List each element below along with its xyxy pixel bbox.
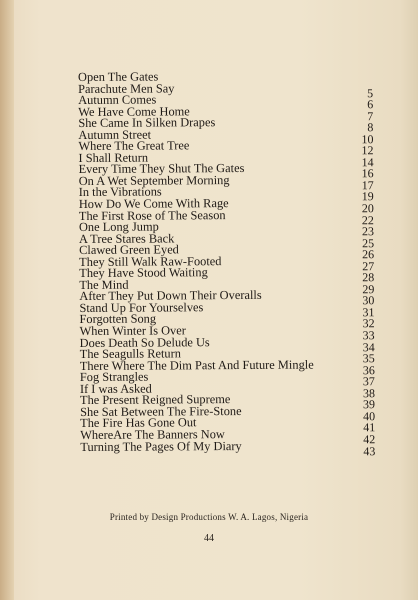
contents-page-number: 34 <box>362 339 375 354</box>
contents-page-number: 8 <box>367 120 374 135</box>
contents-title: WhereAre The Banners Now <box>80 427 225 442</box>
contents-page-number: 7 <box>367 108 374 123</box>
contents-title: The Present Reigned Supreme <box>79 392 231 408</box>
contents-page-number: 12 <box>361 143 374 158</box>
contents-page-number: 30 <box>362 293 375 308</box>
contents-page-number: 40 <box>363 409 376 424</box>
contents-page-number: 26 <box>362 247 375 262</box>
contents-title: Where The Great Tree <box>78 138 190 154</box>
contents-page-number: 31 <box>362 305 375 320</box>
contents-page-number: 23 <box>361 224 375 239</box>
contents-page-number: 37 <box>362 374 375 389</box>
contents-title: If I was Asked <box>79 381 152 396</box>
contents-page-number: 38 <box>362 385 376 401</box>
contents-page-number: 10 <box>361 131 374 147</box>
contents-title: Forgotten Song <box>79 312 157 327</box>
contents-page-number: 16 <box>361 166 374 181</box>
contents-title: When Winter Is Over <box>79 323 186 339</box>
contents-title: Turning The Pages Of My Diary <box>80 438 242 454</box>
contents-page-number: 39 <box>362 397 376 412</box>
contents-title: The Seagulls Return <box>79 346 181 362</box>
contents-title: In the Vibrations <box>78 184 162 200</box>
contents-page-number: 5 <box>367 85 374 100</box>
contents-page-number: 22 <box>361 212 374 227</box>
contents-page-number: 35 <box>362 351 375 366</box>
contents-title: After They Put Down Their Overalls <box>79 288 262 304</box>
contents-title: They Still Walk Raw-Footed <box>79 253 222 269</box>
contents-page-number: 29 <box>362 282 375 297</box>
contents-page-number: 43 <box>363 443 376 458</box>
table-of-contents <box>77 69 380 458</box>
contents-title: The First Rose of The Season <box>78 207 226 223</box>
contents-page-number: 6 <box>367 97 374 112</box>
contents-title: Fog Strangles <box>79 369 149 385</box>
contents-page-number: 25 <box>362 235 375 250</box>
contents-title: There Where The Dim Past And Future Mingle <box>79 357 314 373</box>
contents-title: Stand Up For Yourselves <box>79 300 204 315</box>
contents-page-number: 14 <box>361 155 374 170</box>
contents-title: Every Time They Shut The Gates <box>78 161 245 177</box>
contents-title: Clawed Green Eyed <box>79 242 179 258</box>
contents-title: She Came In Silken Drapes <box>78 115 216 131</box>
contents-page-number: 41 <box>363 420 376 435</box>
contents-title: A Tree Stares Back <box>78 231 175 246</box>
contents-title: Parachute Men Say <box>78 80 175 96</box>
contents-page-number: 33 <box>362 328 375 343</box>
contents-page-number: 20 <box>361 201 374 216</box>
contents-page-number: 32 <box>362 316 375 331</box>
contents-title: They Have Stood Waiting <box>79 265 208 281</box>
page-number: 44 <box>204 533 214 544</box>
contents-page-number: 19 <box>361 189 374 204</box>
contents-title: Autumn Street <box>78 127 152 142</box>
contents-page-number: 27 <box>362 258 375 274</box>
contents-title: Open The Gates <box>77 69 159 84</box>
contents-page-number: 28 <box>362 270 375 285</box>
contents-title: One Long Jump <box>78 219 159 235</box>
contents-title: Autumn Comes <box>78 92 157 108</box>
contents-title: The Mind <box>79 277 129 292</box>
contents-title: She Sat Between The Fire-Stone <box>80 403 242 419</box>
contents-page-number: 36 <box>362 362 375 377</box>
book-spine-shadow <box>0 0 14 600</box>
printer-credit: Printed by Design Productions W. A. Lagos, Nigeria <box>109 512 309 522</box>
contents-title: The Fire Has Gone Out <box>80 415 197 431</box>
contents-title: We Have Come Home <box>78 103 190 119</box>
contents-title: On A Wet September Morning <box>78 172 230 188</box>
contents-title: How Do We Come With Rage <box>78 196 229 212</box>
contents-page-number: 17 <box>361 178 374 193</box>
contents-title: Does Death So Delude Us <box>79 334 210 350</box>
contents-page-number: 42 <box>363 432 376 447</box>
contents-title: I Shall Return <box>78 150 149 165</box>
